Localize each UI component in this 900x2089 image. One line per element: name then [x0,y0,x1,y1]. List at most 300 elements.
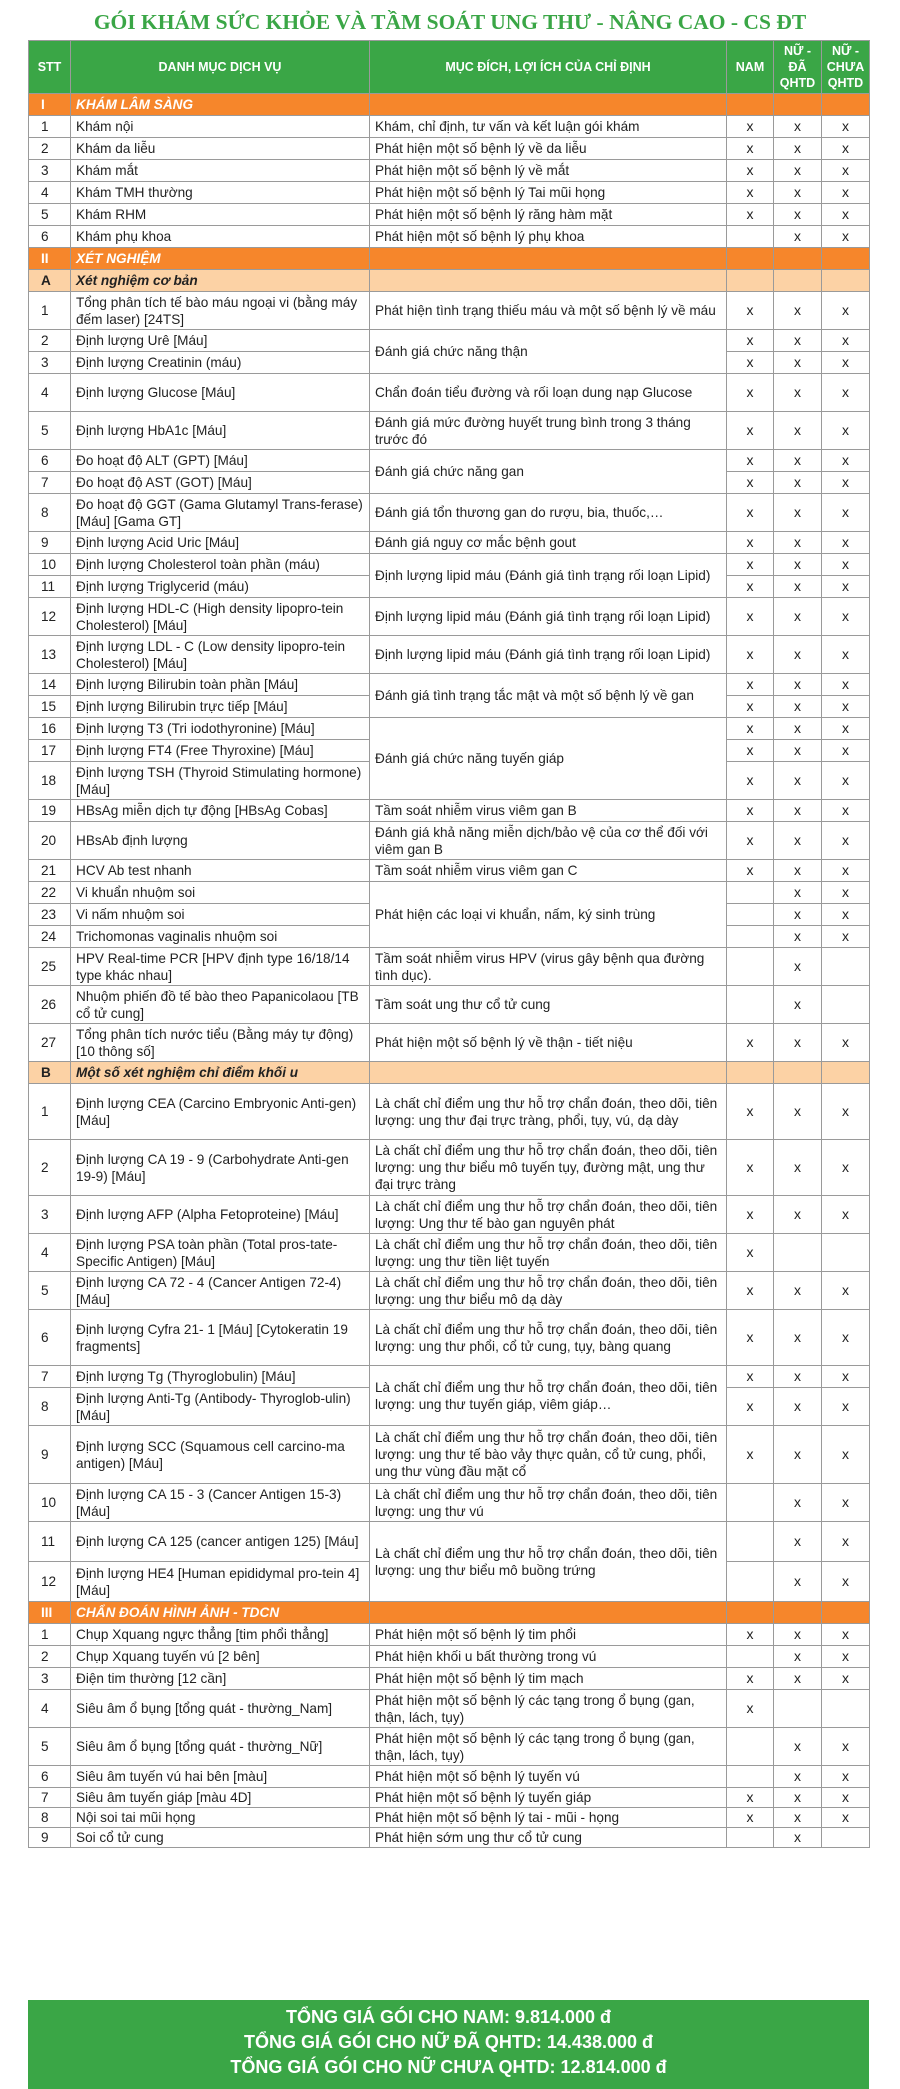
section-empty-cell [727,1062,774,1084]
service-name: Đo hoạt độ GGT (Gama Glutamyl Trans-ferase) [Máu] [Gama GT] [71,494,370,532]
table-row [29,1366,870,1388]
row-number: 12 [29,1562,71,1602]
service-purpose: Phát hiện một số bệnh lý về da liễu [370,138,727,160]
row-number: 13 [29,636,71,674]
row-number: 8 [29,1388,71,1426]
row-number: 1 [29,116,71,138]
section-empty-cell [727,1602,774,1624]
mark-female-single: x [822,1808,870,1828]
mark-female-single: x [822,554,870,576]
mark-female-single: x [822,1562,870,1602]
mark-female-married: x [774,1668,822,1690]
row-number: 6 [29,226,71,248]
section-empty-cell [370,1602,727,1624]
row-number: 8 [29,1808,71,1828]
service-name: Siêu âm tuyến vú hai bên [màu] [71,1766,370,1788]
mark-female-married: x [774,740,822,762]
mark-male: x [727,1272,774,1310]
table-row [29,1272,870,1310]
service-name: Điện tim thường [12 cần] [71,1668,370,1690]
service-purpose: Phát hiện một số bệnh lý tim mạch [370,1668,727,1690]
mark-female-married: x [774,204,822,226]
mark-male: x [727,800,774,822]
mark-female-married: x [774,1140,822,1196]
mark-male: x [727,1310,774,1366]
subsection-row [29,1062,870,1084]
row-number: 2 [29,138,71,160]
table-body [29,94,870,1848]
service-name: Siêu âm ổ bụng [tổng quát - thường_Nữ] [71,1728,370,1766]
service-name: Trichomonas vaginalis nhuộm soi [71,926,370,948]
mark-male: x [727,674,774,696]
mark-female-single: x [822,1272,870,1310]
service-name: Khám RHM [71,204,370,226]
service-purpose: Phát hiện một số bệnh lý tuyến giáp [370,1788,727,1808]
mark-male: x [727,160,774,182]
service-name: Định lượng T3 (Tri iodothyronine) [Máu] [71,718,370,740]
service-name: Định lượng Cholesterol toàn phần (máu) [71,554,370,576]
row-number: 26 [29,986,71,1024]
mark-female-single [822,1828,870,1848]
total-male: TỔNG GIÁ GÓI CHO NAM: 9.814.000 đ [285,2007,612,2027]
mark-male: x [727,450,774,472]
table-row [29,1828,870,1848]
service-purpose: Là chất chỉ điểm ung thư hỗ trợ chẩn đoán, theo dõi, tiên lượng: ung thư tiền liệt tuyến [370,1234,727,1272]
table-row [29,160,870,182]
mark-female-married: x [774,598,822,636]
mark-female-single: x [822,696,870,718]
mark-male: x [727,374,774,412]
col-header-female-married: NỮ - ĐÃ QHTD [774,41,822,94]
row-number: 3 [29,160,71,182]
mark-female-single: x [822,1788,870,1808]
price-summary [28,2000,869,2089]
mark-female-married: x [774,1484,822,1522]
row-number: 2 [29,330,71,352]
mark-male: x [727,1024,774,1062]
service-purpose: Là chất chỉ điểm ung thư hỗ trợ chẩn đoán, theo dõi, tiên lượng: ung thư đại trực tràng, phổi, tụy, vú, dạ dày [370,1084,727,1140]
service-name: Vi nấm nhuộm soi [71,904,370,926]
table-row [29,1690,870,1728]
row-number: 5 [29,1728,71,1766]
service-name: Khám phụ khoa [71,226,370,248]
service-purpose: Là chất chỉ điểm ung thư hỗ trợ chẩn đoán, theo dõi, tiên lượng: ung thư tuyến giáp, viêm giáp… [370,1366,727,1426]
row-number: 4 [29,1690,71,1728]
mark-female-married: x [774,926,822,948]
mark-female-single: x [822,204,870,226]
section-empty-cell [727,94,774,116]
row-number: 18 [29,762,71,800]
service-name: Định lượng SCC (Squamous cell carcino-ma antigen) [Máu] [71,1426,370,1484]
row-number: 17 [29,740,71,762]
service-purpose: Định lượng lipid máu (Đánh giá tình trạng rối loạn Lipid) [370,636,727,674]
row-number: 4 [29,374,71,412]
col-header-service: DANH MỤC DỊCH VỤ [71,41,370,94]
table-row [29,204,870,226]
mark-female-married: x [774,1766,822,1788]
mark-female-single: x [822,412,870,450]
service-name: Siêu âm ổ bụng [tổng quát - thường_Nam] [71,1690,370,1728]
mark-female-single [822,1234,870,1272]
section-title: Xét nghiệm cơ bản [71,270,370,292]
table-row [29,822,870,860]
mark-female-married: x [774,472,822,494]
mark-male: x [727,532,774,554]
mark-female-married: x [774,1728,822,1766]
section-title: KHÁM LÂM SÀNG [71,94,370,116]
row-number: 16 [29,718,71,740]
service-purpose: Là chất chỉ điểm ung thư hỗ trợ chẩn đoán, theo dõi, tiên lượng: ung thư biểu mô tuyến tụy, đường mật, ung thư đại trực tràng [370,1140,727,1196]
mark-female-married: x [774,1196,822,1234]
mark-male [727,986,774,1024]
row-number: 11 [29,1522,71,1562]
section-number: I [29,94,71,116]
mark-female-married: x [774,636,822,674]
table-row [29,1624,870,1646]
service-name: Định lượng CA 125 (cancer antigen 125) [Máu] [71,1522,370,1562]
mark-male: x [727,1788,774,1808]
table-row [29,800,870,822]
service-purpose: Phát hiện một số bệnh lý tuyến vú [370,1766,727,1788]
table-row [29,1788,870,1808]
table-row [29,138,870,160]
row-number: 2 [29,1140,71,1196]
mark-female-married: x [774,226,822,248]
table-row [29,1196,870,1234]
service-purpose: Phát hiện một số bệnh lý về mắt [370,160,727,182]
section-empty-cell [822,94,870,116]
row-number: 9 [29,1426,71,1484]
mark-female-single: x [822,576,870,598]
table-row [29,1024,870,1062]
table-row [29,1668,870,1690]
table-row [29,1426,870,1484]
mark-female-single: x [822,718,870,740]
mark-male: x [727,330,774,352]
table-row [29,554,870,576]
service-purpose: Phát hiện một số bệnh lý phụ khoa [370,226,727,248]
service-purpose: Tầm soát nhiễm virus viêm gan C [370,860,727,882]
mark-female-married: x [774,374,822,412]
row-number: 10 [29,1484,71,1522]
mark-female-married: x [774,1426,822,1484]
mark-female-married: x [774,160,822,182]
service-name: Định lượng CA 15 - 3 (Cancer Antigen 15-3) [Máu] [71,1484,370,1522]
mark-female-single: x [822,160,870,182]
mark-female-single: x [822,1196,870,1234]
service-name: Đo hoạt độ ALT (GPT) [Máu] [71,450,370,472]
mark-female-single: x [822,1646,870,1668]
service-purpose: Phát hiện một số bệnh lý răng hàm mặt [370,204,727,226]
row-number: 23 [29,904,71,926]
table-row [29,1728,870,1766]
section-title: CHẨN ĐOÁN HÌNH ẢNH - TDCN [71,1602,370,1624]
row-number: 27 [29,1024,71,1062]
row-number: 4 [29,1234,71,1272]
mark-female-married: x [774,882,822,904]
row-number: 25 [29,948,71,986]
mark-male [727,904,774,926]
service-name: Nhuộm phiến đồ tế bào theo Papanicolaou [TB cổ tử cung] [71,986,370,1024]
mark-female-single: x [822,532,870,554]
section-empty-cell [774,1062,822,1084]
table-row [29,860,870,882]
service-purpose: Là chất chỉ điểm ung thư hỗ trợ chẩn đoán, theo dõi, tiên lượng: ung thư vú [370,1484,727,1522]
mark-female-single: x [822,1366,870,1388]
service-name: Chụp Xquang ngực thẳng [tim phổi thẳng] [71,1624,370,1646]
mark-female-single: x [822,1084,870,1140]
mark-male: x [727,352,774,374]
mark-female-single: x [822,800,870,822]
total-female-single: TỔNG GIÁ GÓI CHO NỮ CHƯA QHTD: 12.814.000 đ [230,2057,667,2077]
service-purpose: Tầm soát ung thư cổ tử cung [370,986,727,1024]
section-empty-cell [822,248,870,270]
section-row [29,1602,870,1624]
service-purpose: Khám, chỉ định, tư vấn và kết luận gói khám [370,116,727,138]
mark-male: x [727,472,774,494]
service-name: Định lượng Bilirubin trực tiếp [Máu] [71,696,370,718]
service-name: HBsAg miễn dịch tự động [HBsAg Cobas] [71,800,370,822]
service-name: Định lượng LDL - C (Low density lipopro-tein Cholesterol) [Máu] [71,636,370,674]
mark-female-single: x [822,472,870,494]
section-empty-cell [370,270,727,292]
row-number: 6 [29,1310,71,1366]
section-empty-cell [774,270,822,292]
service-purpose: Đánh giá chức năng gan [370,450,727,494]
mark-female-married: x [774,1310,822,1366]
table-row [29,986,870,1024]
service-purpose: Phát hiện một số bệnh lý các tạng trong ổ bụng (gan, thận, lách, tụy) [370,1690,727,1728]
mark-female-single: x [822,1140,870,1196]
service-table [28,40,870,1848]
mark-male: x [727,822,774,860]
service-name: Khám mắt [71,160,370,182]
mark-female-married: x [774,576,822,598]
service-name: Định lượng HDL-C (High density lipopro-tein Cholesterol) [Máu] [71,598,370,636]
mark-female-single: x [822,116,870,138]
table-header-row [29,41,870,94]
mark-female-married: x [774,532,822,554]
service-name: Khám nội [71,116,370,138]
service-purpose: Đánh giá chức năng tuyến giáp [370,718,727,800]
table-row [29,374,870,412]
table-row [29,1766,870,1788]
section-row [29,94,870,116]
mark-male [727,1646,774,1668]
row-number: 9 [29,532,71,554]
service-name: Định lượng Anti-Tg (Antibody- Thyroglob-ulin) [Máu] [71,1388,370,1426]
row-number: 19 [29,800,71,822]
section-empty-cell [822,270,870,292]
mark-female-married: x [774,860,822,882]
section-title: XÉT NGHIỆM [71,248,370,270]
mark-female-single: x [822,1310,870,1366]
mark-female-single: x [822,330,870,352]
service-purpose: Định lượng lipid máu (Đánh giá tình trạng rối loạn Lipid) [370,598,727,636]
service-name: Tổng phân tích nước tiểu (Bằng máy tự động) [10 thông số] [71,1024,370,1062]
section-empty-cell [370,94,727,116]
mark-female-married: x [774,494,822,532]
mark-female-single: x [822,598,870,636]
service-purpose: Là chất chỉ điểm ung thư hỗ trợ chẩn đoán, theo dõi, tiên lượng: Ung thư tế bào gan nguyên phát [370,1196,727,1234]
mark-female-married: x [774,800,822,822]
service-purpose: Định lượng lipid máu (Đánh giá tình trạng rối loạn Lipid) [370,554,727,598]
mark-female-married: x [774,1808,822,1828]
table-row [29,1808,870,1828]
section-empty-cell [370,1062,727,1084]
table-row [29,330,870,352]
table-row [29,182,870,204]
section-number: II [29,248,71,270]
row-number: 14 [29,674,71,696]
table-row [29,450,870,472]
row-number: 5 [29,412,71,450]
mark-male: x [727,1234,774,1272]
mark-female-married: x [774,116,822,138]
service-purpose: Đánh giá khả năng miễn dịch/bảo vệ của cơ thể đối với viêm gan B [370,822,727,860]
mark-female-single: x [822,926,870,948]
mark-male [727,1562,774,1602]
row-number: 3 [29,1668,71,1690]
service-purpose: Đánh giá tình trạng tắc mật và một số bệnh lý về gan [370,674,727,718]
service-purpose: Phát hiện một số bệnh lý về thận - tiết niệu [370,1024,727,1062]
row-number: 1 [29,292,71,330]
mark-female-married [774,1234,822,1272]
col-header-male: NAM [727,41,774,94]
mark-male: x [727,740,774,762]
mark-male: x [727,718,774,740]
mark-female-single: x [822,1388,870,1426]
mark-female-married: x [774,986,822,1024]
mark-female-single [822,948,870,986]
mark-female-married: x [774,1624,822,1646]
table-row [29,226,870,248]
row-number: 10 [29,554,71,576]
service-purpose: Phát hiện một số bệnh lý tai - mũi - họng [370,1808,727,1828]
mark-female-single: x [822,374,870,412]
section-empty-cell [774,94,822,116]
section-empty-cell [727,270,774,292]
mark-female-married: x [774,352,822,374]
service-name: Định lượng AFP (Alpha Fetoproteine) [Máu] [71,1196,370,1234]
mark-male: x [727,636,774,674]
service-purpose: Đánh giá mức đường huyết trung bình trong 3 tháng trước đó [370,412,727,450]
service-name: Siêu âm tuyến giáp [màu 4D] [71,1788,370,1808]
mark-female-married: x [774,1366,822,1388]
service-name: Định lượng Urê [Máu] [71,330,370,352]
service-name: Định lượng HE4 [Human epididymal pro-tein 4] [Máu] [71,1562,370,1602]
mark-female-married: x [774,822,822,860]
mark-male: x [727,1808,774,1828]
section-number: A [29,270,71,292]
section-empty-cell [774,1602,822,1624]
mark-male: x [727,696,774,718]
mark-male [727,1522,774,1562]
mark-male: x [727,1366,774,1388]
service-name: Vi khuẩn nhuộm soi [71,882,370,904]
service-name: Định lượng CA 72 - 4 (Cancer Antigen 72-4) [Máu] [71,1272,370,1310]
service-name: Định lượng TSH (Thyroid Stimulating hormone) [Máu] [71,762,370,800]
section-empty-cell [822,1062,870,1084]
mark-male: x [727,1426,774,1484]
mark-male [727,1728,774,1766]
service-purpose: Phát hiện một số bệnh lý các tạng trong ổ bụng (gan, thận, lách, tụy) [370,1728,727,1766]
row-number: 11 [29,576,71,598]
mark-female-married: x [774,292,822,330]
mark-female-married: x [774,1024,822,1062]
service-name: Định lượng Creatinin (máu) [71,352,370,374]
mark-female-married: x [774,718,822,740]
mark-female-single: x [822,494,870,532]
mark-female-married: x [774,762,822,800]
mark-female-single: x [822,292,870,330]
mark-female-married: x [774,1828,822,1848]
mark-female-married: x [774,182,822,204]
service-name: Khám TMH thường [71,182,370,204]
row-number: 4 [29,182,71,204]
mark-female-single: x [822,182,870,204]
mark-male: x [727,1624,774,1646]
service-name: Định lượng Triglycerid (máu) [71,576,370,598]
mark-male [727,1766,774,1788]
mark-female-single [822,986,870,1024]
mark-female-single: x [822,882,870,904]
row-number: 8 [29,494,71,532]
mark-female-married: x [774,1788,822,1808]
mark-female-single: x [822,1624,870,1646]
mark-female-married: x [774,948,822,986]
table-row [29,598,870,636]
service-purpose: Phát hiện các loại vi khuẩn, nấm, ký sinh trùng [370,882,727,948]
service-purpose: Là chất chỉ điểm ung thư hỗ trợ chẩn đoán, theo dõi, tiên lượng: ung thư biểu mô dạ dày [370,1272,727,1310]
mark-female-single: x [822,138,870,160]
mark-male: x [727,494,774,532]
mark-female-single: x [822,1728,870,1766]
table-row [29,882,870,904]
service-name: Chụp Xquang tuyến vú [2 bên] [71,1646,370,1668]
mark-female-married: x [774,554,822,576]
service-name: Định lượng PSA toàn phần (Total pros-tate-Specific Antigen) [Máu] [71,1234,370,1272]
mark-female-single: x [822,674,870,696]
mark-male: x [727,576,774,598]
mark-female-married: x [774,674,822,696]
table-row [29,532,870,554]
row-number: 7 [29,1788,71,1808]
col-header-stt: STT [29,41,71,94]
mark-male: x [727,138,774,160]
row-number: 12 [29,598,71,636]
service-name: Nội soi tai mũi họng [71,1808,370,1828]
row-number: 7 [29,472,71,494]
table-row [29,1522,870,1562]
mark-male: x [727,860,774,882]
service-purpose: Phát hiện một số bệnh lý Tai mũi họng [370,182,727,204]
row-number: 3 [29,352,71,374]
mark-female-married: x [774,1646,822,1668]
mark-male: x [727,598,774,636]
service-name: Định lượng CA 19 - 9 (Carbohydrate Anti-gen 19-9) [Máu] [71,1140,370,1196]
mark-female-single: x [822,1426,870,1484]
mark-male: x [727,762,774,800]
service-purpose: Là chất chỉ điểm ung thư hỗ trợ chẩn đoán, theo dõi, tiên lượng: ung thư tế bào vảy thực quản, cổ tử cung, phổi, ung thư vùng đầu mặt cổ [370,1426,727,1484]
mark-male: x [727,1084,774,1140]
mark-female-married: x [774,1084,822,1140]
mark-female-married: x [774,330,822,352]
service-name: Định lượng Tg (Thyroglobulin) [Máu] [71,1366,370,1388]
row-number: 22 [29,882,71,904]
table-row [29,636,870,674]
mark-male: x [727,1690,774,1728]
